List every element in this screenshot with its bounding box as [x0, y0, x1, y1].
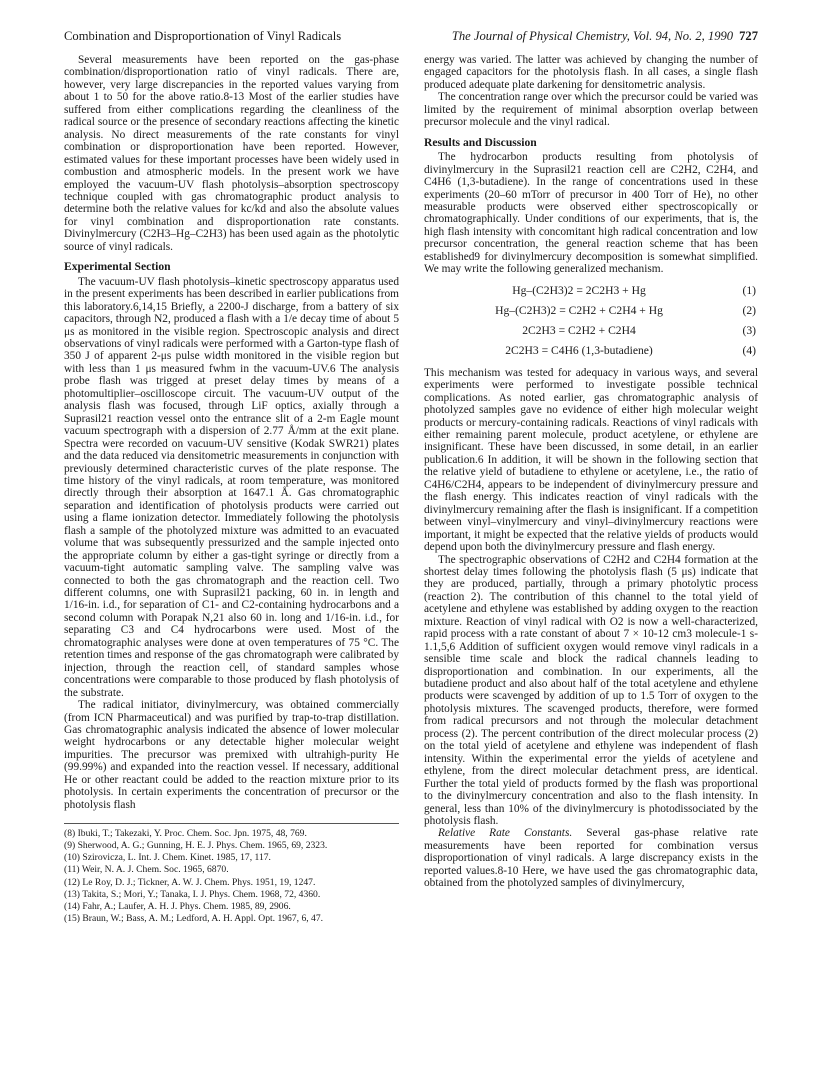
experimental-paragraph-2: The radical initiator, divinylmercury, was obtained commercially (from ICN Pharmaceutical) and was purified by trap-to-trap distillation. Gas chromatographic analysis indicated the absence of lower molecular weight hydrocarbons or any detectable higher molecular weight impurities. The precursor was premixed with ultrahigh-purity He (99.99%) and expanded into the reaction vessel. If necessary, additional He or other reactant could be added to the reaction mixture prior to its photolysis. In certain experiments the concentration of precursor or the photolysis flash: [64, 699, 399, 811]
journal-name: The Journal of Physical Chemistry, Vol. 94, No. 2, 1990: [451, 29, 734, 43]
reference-item: (10) Szirovicza, L. Int. J. Chem. Kinet. 1985, 17, 117.: [64, 852, 271, 864]
reference-item: (11) Weir, N. A. J. Chem. Soc. 1965, 6870.: [64, 864, 229, 876]
continued-paragraph: energy was varied. The latter was achieved by changing the number of engaged capacitors for the photolysis flash. In all cases, a single flash produced adequate plate darkening for densitometric analysis.: [424, 54, 758, 91]
equation-number: (2): [742, 303, 756, 317]
results-paragraph: The hydrocarbon products resulting from photolysis of divinylmercury in the Suprasil21 reaction cell are C2H2, C2H4, and C4H6 (1,3-butadiene). In the range of concentrations used in these experiments (20–60 mTorr of precursor in 400 Torr of He), no other measurable products were observed either spectroscopically or chromatographically. Under conditions of our experiments, that is, the high flash intensity with concomitant high radical concentration and low precursor concentration, the general reaction scheme that has been established9 for divinylmercury decomposition is somewhat simplified. We may write the following generalized mechanism.: [424, 151, 758, 276]
reference-item: (15) Braun, W.; Bass, A. M.; Ledford, A. H. Appl. Opt. 1967, 6, 47.: [64, 912, 324, 924]
experimental-paragraph-1: The vacuum-UV flash photolysis–kinetic spectroscopy apparatus used in the present experiments has been described in earlier publications from this laboratory.6,14,15 Briefly, a 2200-J discharge, from a battery of six capacitors, through N2, produced a flash with a 1/e decay time of about 5 μs as monitored in the visible region. Spectroscopic analysis and direct observations of vinyl radicals were performed with a Garton-type flash of 350 J of apparent 2-μs pulse width monitored in the visible region but with less than 1 μs measured fwhm in the vacuum-UV.6 The analysis probe flash was trigged at preset delay times by means of a photomultiplier–oscilloscope circuit. The vacuum-UV output of the analysis flash was focused, through LiF optics, axially through a Suprasil21 reaction vessel onto the entrance slit of a 2-m Eagle mount vacuum spectrograph with a dispersion of 2.77 Å/mm at the exit plane. Spectra were recorded on vacuum-UV sensitive (Kodak SWR21) plates and the data reduced via densitometric measurements in conjunction with previously determined characteristic curves of the plate response. The time history of the vinyl radicals, at room temperature, was monitored directly through their absorption at 1647.1 Å. Gas chromatographic separation and identification of photolysis products were carried out using a flame ionization detector. Immediately following the photolysis flash a sample of the photolyzed mixture was admitted to an evacuated volume that was subsequently pressurized and the sample injected onto the appropriate column by either a gas-tight syringe or directly from a vacuum-tight automatic sampling valve. The sampling valve was connected to both the gas chromatograph and the reaction cell. Two different columns, one with Suprasil21 packing, 60 in. in length and 1/16-in. i.d., for separation of C1- and C2-containing hydrocarbons and a second column with Porapak N,21 also 60 in. long and 1/16-in. i.d., for separating C3 and C4 hydrocarbons were used. Most of the chromatographic analyses were done at oven temperatures of 75 °C. The retention times and response of the gas chromatograph were calibrated by injection, through the reaction cell, of standard samples whose concentrations were comparable to those produced by flash photolysis of the substrate.: [64, 275, 399, 699]
equation-4: [424, 341, 758, 361]
running-header: [64, 29, 758, 47]
mechanism-equations: [424, 281, 758, 361]
reference-item: (9) Sherwood, A. G.; Gunning, H. E. J. Phys. Chem. 1965, 69, 2323.: [64, 840, 328, 852]
reference-item: (8) Ibuki, T.; Takezaki, Y. Proc. Chem. Soc. Jpn. 1975, 48, 769.: [64, 828, 307, 840]
equation-3: [424, 321, 758, 341]
spectrographic-paragraph: The spectrographic observations of C2H2 and C2H4 formation at the shortest delay times following the photolysis flash (5 μs) indicate that they are produced, partially, through a primary photolytic process (reaction 2). The contribution of this channel to the total yield of acetylene and ethylene was established by adding oxygen to the reaction mixture. Reaction of vinyl radical with O2 is now a well-characterized, rapid process with a rate constant of about 7 × 10-12 cm3 molecule-1 s-1.1,5,6 Addition of sufficient oxygen would remove vinyl radicals in a sensible time scale and block the radical channels leading to disproportionation and combination. In our experiments, all the butadiene product and also about half of the total acetylene and ethylene products were scavenged by addition of up to 1.5 Torr of oxygen to the photolysis mixtures. The scavenged products, therefore, were formed from radical precursors and not through the molecular detachment process (2). The percent contribution of the direct molecular process (2) on the total yield of acetylene and ethylene was independent of flash intensity. Within the experimental error the yields of acetylene and ethylene, from the direct molecular detachment press, are identical. Further the total yield of products formed by the flash was proportional to the divinylmercury concentration and also to the flash intensity. In general, less than 10% of the divinylmercury is photodissociated by the photolysis flash.: [424, 553, 758, 828]
equation-number: (3): [742, 323, 756, 337]
experimental-heading: Experimental Section: [64, 260, 171, 274]
mechanism-paragraph: This mechanism was tested for adequacy in various ways, and several experiments were performed to investigate possible technical complications. As noted earlier, gas chromatographic analysis of photolyzed samples gave no evidence of either high molecular weight products or mercury-containing radicals. Reactions of vinyl radicals with either remaining parent molecule, product acetylene, or ethylene are insignificant. These have been discussed, in some detail, in an earlier publication.6 In addition, it will be shown in the following section that the relative yield of butadiene to ethylene or acetylene, i.e., the ratio of C4H6/C2H4, appears to be independent of divinylmercury pressure and the flash energy. This indicates reaction of vinyl radicals with the divinylmercury remaining after the flash is insignificant. If a competition between vinyl–vinylmercury and vinyl–divinylmercury reactions were important, it might be expected that the relative yields of products would depend upon both the divinylmercury pressure and flash energy.: [424, 366, 758, 554]
results-heading: Results and Discussion: [424, 135, 537, 149]
relative-rate-paragraph: [424, 827, 758, 889]
journal-citation: [452, 29, 758, 44]
equation-expression: 2C2H3 = C2H2 + C2H4: [522, 323, 636, 337]
reference-item: (12) Le Roy, D. J.; Tickner, A. W. J. Chem. Phys. 1951, 19, 1247.: [64, 876, 316, 888]
running-title: Combination and Disproportionation of Vinyl Radicals: [64, 29, 342, 43]
equation-number: (4): [742, 343, 756, 357]
right-column: [424, 54, 758, 890]
relative-rate-lead: Relative Rate Constants.: [438, 827, 573, 840]
reference-item: (13) Takita, S.; Mori, Y.; Tanaka, I. J. Phys. Chem. 1968, 72, 4360.: [64, 888, 321, 900]
equation-expression: Hg–(C2H3)2 = 2C2H3 + Hg: [512, 283, 646, 297]
equation-number: (1): [742, 283, 756, 297]
equation-expression: 2C2H3 = C4H6 (1,3-butadiene): [505, 343, 653, 357]
reference-item: (14) Fahr, A.; Laufer, A. H. J. Phys. Chem. 1985, 89, 2906.: [64, 900, 291, 912]
left-column: [64, 54, 399, 925]
equation-2: [424, 301, 758, 321]
references-list: [64, 823, 399, 925]
equation-1: [424, 281, 758, 301]
page-number: 727: [739, 29, 758, 43]
concentration-paragraph: The concentration range over which the precursor could be varied was limited by the requirement of minimal absorption overlap between precursor molecule and the vinyl radical.: [424, 91, 758, 129]
relative-rate-text: Several gas-phase relative rate measurements have been reported for combination versus disproportionation of vinyl radicals. A large discrepancy exists in the reported values.8-10 Here, we have used the gas chromatographic data, obtained from the photolyzed samples of divinylmercury,: [424, 827, 758, 890]
intro-paragraph: Several measurements have been reported on the gas-phase combination/disproportionation ratio of vinyl radicals. There are, however, very large discrepancies in the reported values varying from about 1 to 50 for the above ratio.8-13 Most of the earlier studies have suffered from either complications regarding the cleanliness of the radical source or the presence of secondary reactions affecting the kinetic analysis. No direct measurements of the rate constants for vinyl combination or disproportionation have been reported. However, estimated values for these important processes have been widely used in combustion and atmospheric models. In the present work we have employed the vacuum-UV flash photolysis–absorption spectroscopy technique coupled with gas chromatographic product analysis to determine both the relative values for kc/kd and also the absolute values for vinyl combination and disproportionation rate constants. Divinylmercury (C2H3–Hg–C2H3) has been used again as the photolytic source of vinyl radicals.: [64, 54, 399, 253]
equation-expression: Hg–(C2H3)2 = C2H2 + C2H4 + Hg: [495, 303, 663, 317]
